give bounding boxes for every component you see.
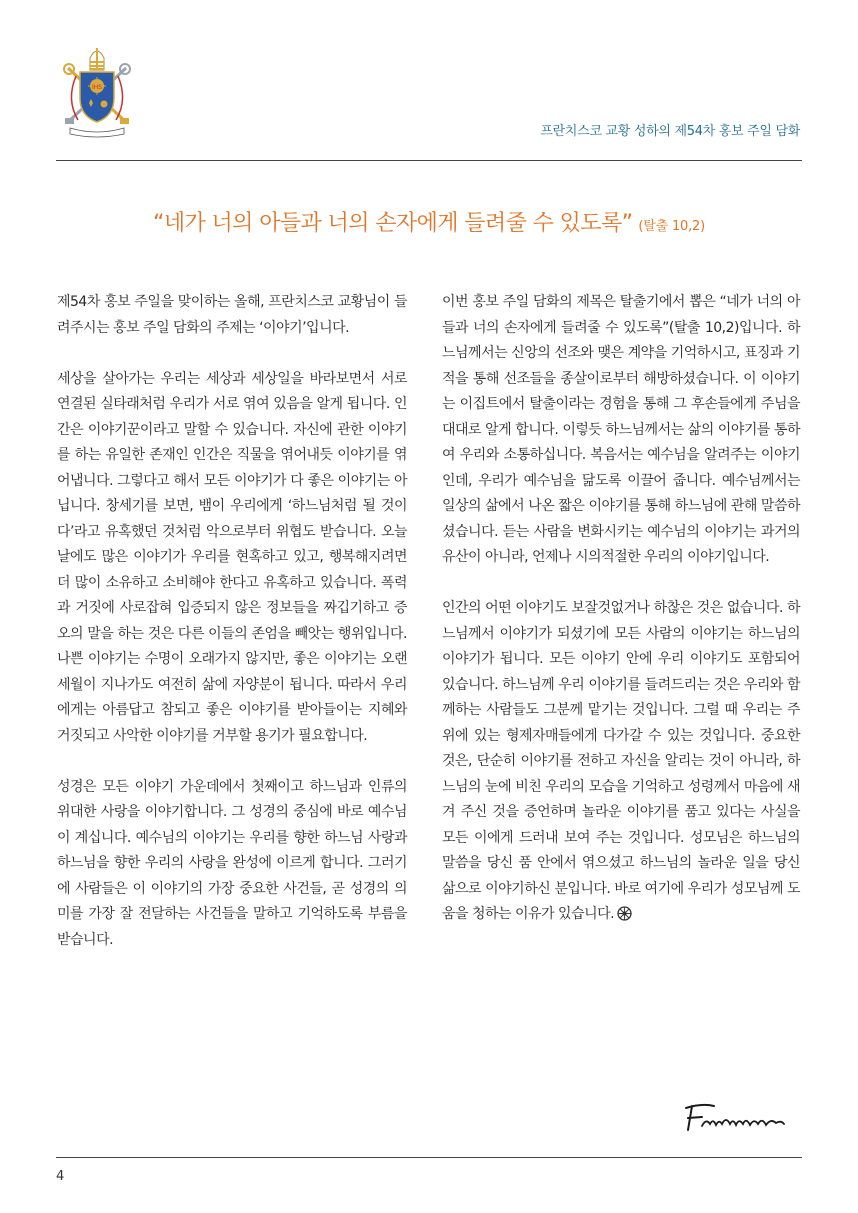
- svg-text:IHS: IHS: [91, 84, 103, 91]
- paragraph: 이번 홍보 주일 담화의 제목은 탈출기에서 뽑은 “네가 너의 아들과 너의 손자에게 들려줄 수 있도록”(탈출 10,2)입니다. 하느님께서는 신앙의 선조와 맺은 계약을 기억하시고, 표징과 기적을 통해 선조들을 종살이로부터 해방하셨습니다. 이 이야기는 이집트에서 탈출이라는 경험을 통해 그 후손들에게 주님을 대대로 알게 합니다. 이렇듯 하느님께서는 삶의 이야기를 통하여 우리와 소통하십니다. 복음서는 예수님을 알려주는 이야기인데, 우리가 예수님을 닮도록 이끌어 줍니다. 예수님께서는 일상의 삶에서 나온 짧은 이야기를 통해 하느님에 관해 말씀하셨습니다. 듣는 사람을 변화시키는 예수님의 이야기는 과거의 유산이 아니라, 언제나 시의적절한 우리의 이야기입니다.: [442, 294, 800, 565]
- paragraph-text: 인간의 어떤 이야기도 보잘것없거나 하찮은 것은 없습니다. 하느님께서 이야기가 되셨기에 모든 사람의 이야기는 하느님의 이야기가 됩니다. 모든 이야기 안에 우리 이야기도 포함되어 있습니다. 하느님께 우리 이야기를 들려드리는 것은 우리와 함께하는 사람들도 그분께 맡기는 것입니다. 그럴 때 우리는 주위에 있는 형제자매들에게 다가갈 수 있는 것입니다. 중요한 것은, 단순히 이야기를 전하고 자신을 알리는 것이 아니라, 하느님의 눈에 비친 우리의 모습을 기억하고 성령께서 마음에 새겨 주신 것을 증언하며 놀라운 이야기를 품고 있다는 사실을 모든 이에게 드러내 보여 주는 것입니다. 성모님은 하느님의 말씀을 당신 품 안에서 엮으셨고 하느님의 놀라운 일을 당신 삶으로 이야기하신 분입니다. 바로 여기에 우리가 성모님께 도움을 청하는 이유가 있습니다.: [442, 600, 800, 922]
- document-header-title: 프란치스코 교황 성하의 제54차 홍보 주일 담화: [540, 124, 800, 139]
- paragraph: 성경은 모든 이야기 가운데에서 첫째이고 하느님과 인류의 위대한 사랑을 이야기합니다. 그 성경의 중심에 바로 예수님이 계십니다. 예수님의 이야기는 우리를 향한 하느님 사랑과 하느님을 향한 우리의 사랑을 완성에 이르게 합니다. 그러기에 사람들은 이 이야기의 가장 중요한 사건들, 곧 성경의 의미를 가장 잘 전달하는 사건들을 말하고 기억하도록 부름을 받습니다.: [57, 778, 407, 948]
- paragraph-with-end-mark: [442, 596, 800, 928]
- papal-coat-of-arms-icon: [56, 40, 138, 140]
- title-quote: “네가 너의 아들과 너의 손자에게 들려줄 수 있도록”: [153, 211, 633, 236]
- footer-divider: [56, 1157, 802, 1158]
- page-title: [0, 206, 858, 237]
- paragraph: 제54차 홍보 주일을 맞이하는 올해, 프란치스코 교황님이 들려주시는 홍보 주일 담화의 주제는 ‘이야기’입니다.: [57, 294, 407, 336]
- signature-franciscus: [682, 1100, 788, 1134]
- paragraph: 세상을 살아가는 우리는 세상과 세상일을 바라보면서 서로 연결된 실타래처럼 우리가 서로 엮여 있음을 알게 됩니다. 인간은 이야기꾼이라고 말할 수 있습니다. 자신에 관한 이야기를 하는 유일한 존재인 인간은 직물을 엮어내듯 이야기를 엮어냅니다. 그렇다고 해서 모든 이야기가 다 좋은 이야기는 아닙니다. 창세기를 보면, 뱀이 우리에게 ‘하느님처럼 될 것이다’라고 유혹했던 것처럼 악으로부터 위협도 받습니다. 오늘날에도 많은 이야기가 우리를 현혹하고 있고, 행복해지려면 더 많이 소유하고 소비해야 한다고 유혹하고 있습니다. 폭력과 거짓에 사로잡혀 입증되지 않은 정보들을 짜깁기하고 증오의 말을 하는 것은 다른 이들의 존엄을 빼앗는 행위입니다. 나쁜 이야기는 수명이 오래가지 않지만, 좋은 이야기는 오랜 세월이 지나가도 여전히 삶에 자양분이 됩니다. 따라서 우리에게는 아름답고 참되고 좋은 이야기를 받아들이는 지혜와 거짓되고 사악한 이야기를 거부할 용기가 필요합니다.: [57, 370, 407, 744]
- left-column: [57, 290, 407, 953]
- end-mark-icon: [617, 906, 632, 921]
- title-reference: (탈출 10,2): [638, 219, 705, 234]
- header-divider: [56, 160, 802, 161]
- right-column: [442, 290, 800, 928]
- page-number: 4: [56, 1169, 65, 1184]
